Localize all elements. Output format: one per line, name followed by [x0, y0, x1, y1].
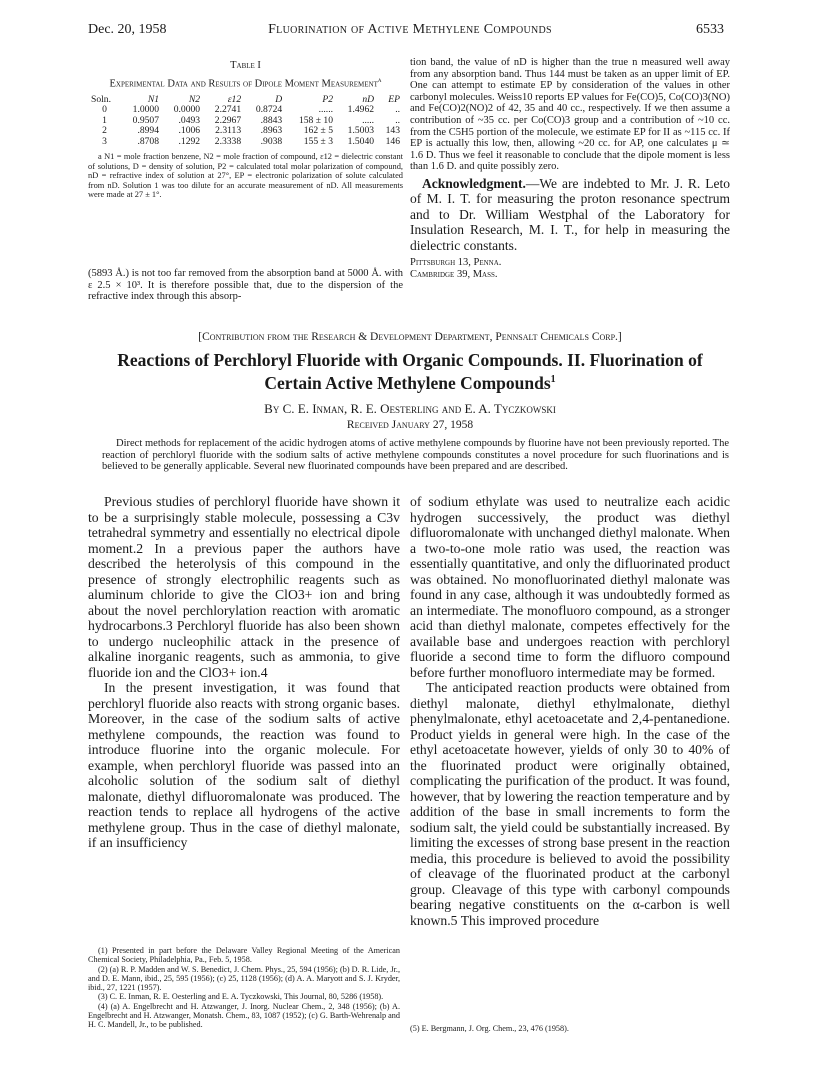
table-cell: 2.2967 [214, 114, 242, 126]
article-title [60, 350, 760, 393]
body-paragraph: In the present investigation, it was found that perchloryl fluoride also reacts with strong organic bases. Moreover, in the case of the sodium salts of active methylene compounds, the reaction was found to introduce fluorine into the organic molecule. For example, when perchloryl fluoride was passed into an alcoholic solution of the sodium salt of diethyl malonate, diethyl difluoromalonate was produced. The reaction tends to replace all hydrogens of the active methylene group. Thus in the case of diethyl malonate, if an insufficiency [88, 680, 400, 850]
body-paragraph: Previous studies of perchloryl fluoride have shown it to be a surprisingly stable molecule, possessing a C3v tetrahedral symmetry and essentially no electrical dipole moment.2 In a previous paper the authors have described the heterolysis of this compound in the presence of strongly electrophilic reagents such as aluminum chloride to give the ClO3+ ion and bring about the novel perchlorylation reaction with aromatic hydrocarbons.3 Perchloryl fluoride has also been shown to undergo nucleophilic attack in the presence of alkaline inorganic reagents, such as ammonia, to give fluoride ion and the ClO3+ ion.4 [88, 494, 400, 680]
table-cell: 2.2741 [214, 104, 242, 116]
col-header: D [275, 93, 283, 105]
body-left-column [88, 494, 400, 851]
col-header: ε12 [227, 93, 242, 105]
col-header: N2 [188, 93, 201, 105]
table-cell: .. [395, 114, 400, 126]
col-header: N1 [147, 93, 160, 105]
body-right-column [410, 494, 730, 928]
table-cell: ...... [318, 104, 333, 116]
table-cell: 0 [102, 104, 107, 116]
running-title: Fluorination of Active Methylene Compounds [268, 22, 552, 37]
footnote-right: (5) E. Bergmann, J. Org. Chem., 23, 476 (1958). [410, 1024, 569, 1033]
table-cell: 2 [102, 125, 107, 137]
table-cell: 1 [102, 114, 107, 126]
table-cell: .8994 [137, 125, 160, 137]
table-cell: 158 ± 10 [298, 114, 333, 126]
footnotes-left [88, 946, 400, 1030]
table-cell: .8708 [137, 135, 160, 147]
table-cell: .. [395, 104, 400, 116]
data-table [88, 95, 403, 148]
page-number: 6533 [696, 22, 724, 37]
body-paragraph: The anticipated reaction products were obtained from diethyl malonate, diethyl ethylmalonate, diethyl phenylmalonate, ethyl acetoacetate and 2,4-pentanedione. Product yields in general were high. In the case of the ethyl acetoacetate however, yields of only 30 to 40% of the fluorinated product were originally obtained, complicating the purification of the product. It was found, however, that by lowering the reaction temperature and by addition of the base in small increments to form the sodium salt, the yield could be substantially increased. By limiting the excesses of strong base present in the reaction media, this procedure is believed to avoid the possibility of cleavage of the fluorinated product at the carbonyl group. Cleavage of this type with carbonyl compounds bearing negative constituents on the α-carbon is well known.5 This improved procedure [410, 680, 730, 928]
col-header: P2 [322, 93, 333, 105]
table-cell: .9038 [260, 135, 283, 147]
table-cell: 1.0000 [132, 104, 160, 116]
table-title [88, 74, 403, 91]
table-cell: .8963 [260, 125, 283, 137]
table-cell: .0493 [178, 114, 201, 126]
affiliation-line-1: Pittsburgh 13, Penna. [410, 256, 502, 268]
table-block [88, 60, 403, 200]
table-cell: 155 ± 3 [303, 135, 333, 147]
affiliation-line-2: Cambridge 39, Mass. [410, 268, 498, 280]
table-cell: 146 [385, 135, 400, 147]
acknowledgment-text: —We are indebted to Mr. J. R. Leto of M. I. T. for measuring the proton resonance spectrum and to Dr. William Westphal of the Laboratory for Insulation Research, M. I. T., for help in measuring the dielectric constants. [410, 175, 730, 253]
right-top-column [410, 57, 730, 281]
article-title-line-2 [60, 370, 760, 393]
table-cell: 3 [102, 135, 107, 147]
table-cell: 0.9507 [132, 114, 160, 126]
table-row [88, 137, 403, 148]
right-top-paragraph: tion band, the value of nD is higher than the true n measured well away from any absorption band. Thus 144 must be taken as an upper limit of EP. One can attempt to estimate EP by consideration of the values in other carbonyl molecules. Weiss10 reports EP values for Fe(CO)5, Co(CO)3(NO) and Fe(CO)2(NO)2 of 42, 35 and 40 cc., respectively. If we then assume a contribution of ~35 cc. per Co(CO)3 group and a contribution of ~10 cc. from the C5H5 portion of the molecule, we estimate EP for II as ~115 cc. If EP is actually this low, then, allowing ~20 cc. for AP, one calculates μ ≃ 1.6 D. Thus we feel it reasonable to conclude that the dipole moment is less than 1.6 D. and quite possibly zero. [410, 57, 730, 173]
table-cell: 0.8724 [255, 104, 283, 116]
footnote: (1) Presented in part before the Delaware Valley Regional Meeting of the American Chemical Society, Philadelphia, Pa., Feb. 5, 1958. [88, 946, 400, 965]
col-header: nD [362, 93, 375, 105]
article-title-line-1: Reactions of Perchloryl Fluoride with Organic Compounds. II. Fluorination of [117, 350, 703, 370]
col-header: Soln. [91, 93, 111, 105]
acknowledgment-label: Acknowledgment. [422, 175, 526, 191]
footnote: (2) (a) R. P. Madden and W. S. Benedict, J. Chem. Phys., 25, 594 (1956); (b) D. R. Lide, Jr., and D. E. Mann, ibid., 25, 595 (1956); (c) 25, 1128 (1956); (d) A. A. Maryott and S. J. Kryder, ibid., 27, 1221 (1957). [88, 964, 400, 993]
col-header: EP [388, 93, 400, 105]
left-top-paragraph: (5893 Å.) is not too far removed from the absorption band at 5000 Å. with ε 2.5 × 10³. It is therefore possible that, due to the dispersion of the refractive index through this absorp- [88, 268, 403, 303]
table-cell: 162 ± 5 [303, 125, 333, 137]
footnote: (4) (a) A. Engelbrecht and H. Atzwanger, J. Inorg. Nuclear Chem., 2, 348 (1956); (b) A. Engelbrecht and H. Atzwanger, Monatsh. Chem., 83, 1087 (1952); (c) G. Barth-Wehrenalp and H. C. Mandell, Jr., to be published. [88, 1001, 400, 1030]
table-label: Table I [230, 60, 261, 71]
table-cell: .8843 [260, 114, 283, 126]
table-cell: .1006 [178, 125, 201, 137]
acknowledgment [410, 176, 730, 253]
table-cell: ..... [362, 114, 375, 126]
table-cell: 1.4962 [347, 104, 375, 116]
abstract: Direct methods for replacement of the acidic hydrogen atoms of active methylene compounds by fluorine have not been previously reported. The reaction of perchloryl fluoride with the sodium salts of active methylene compounds constitutes a novel procedure for such fluorinations and is believed to be generally applicable. Several new fluorinated compounds have been prepared and are described. [102, 438, 729, 473]
received-line: Received January 27, 1958 [346, 419, 474, 431]
table-cell: 2.3338 [214, 135, 242, 147]
contribution-line: [Contribution from the Research & Development Department, Pennsalt Chemicals Corp.] [198, 331, 622, 343]
table-cell: 0.0000 [173, 104, 201, 116]
article-title-line-2-text: Certain Active Methylene Compounds [264, 372, 551, 393]
article-title-sup: 1 [550, 374, 556, 385]
table-cell: 1.5003 [347, 125, 375, 137]
table-title-mark: a [377, 76, 382, 84]
table-cell: 143 [385, 125, 400, 137]
footnote: (3) C. E. Inman, R. E. Oesterling and E. A. Tyczkowski, This Journal, 80, 5286 (1958). [98, 992, 384, 1002]
table-cell: 2.3113 [215, 125, 242, 137]
table-cell: .1292 [178, 135, 201, 147]
table-title-text: Experimental Data and Results of Dipole Moment Measurement [109, 78, 378, 90]
table-footnote: a N1 = mole fraction benzene, N2 = mole fraction of compound, ε12 = dielectric constant of solutions, D = density of solution, P2 = calculated total molar polarization of compound, nD = refractive index of solution at 27°, EP = electronic polarization of solute calculated from nD. Solution 1 was too dilute for an accurate measurement of nD. All measurements were made at 27 ± 1°. [88, 152, 403, 200]
body-paragraph: of sodium ethylate was used to neutralize each acidic hydrogen successively, the product was diethyl difluoromalonate with unchanged diethyl malonate. When a two-to-one mole ratio was used, the reaction was essentially quantitative, and only the difluorinated product was obtained. No monofluorinated diethyl malonate was found in any case, although it was undoubtedly formed as an intermediate. The monofluoro compound, as a stronger acid than diethyl malonate, competes effectively for the available base and undergoes reaction with perchloryl fluoride a second time to form the difluoro compound before further monofluoro intermediate may be formed. [410, 494, 730, 680]
header-date: Dec. 20, 1958 [88, 22, 167, 37]
table-cell: 1.5040 [347, 135, 375, 147]
authors-line: By C. E. Inman, R. E. Oesterling and E. A. Tyczkowski [264, 401, 556, 416]
